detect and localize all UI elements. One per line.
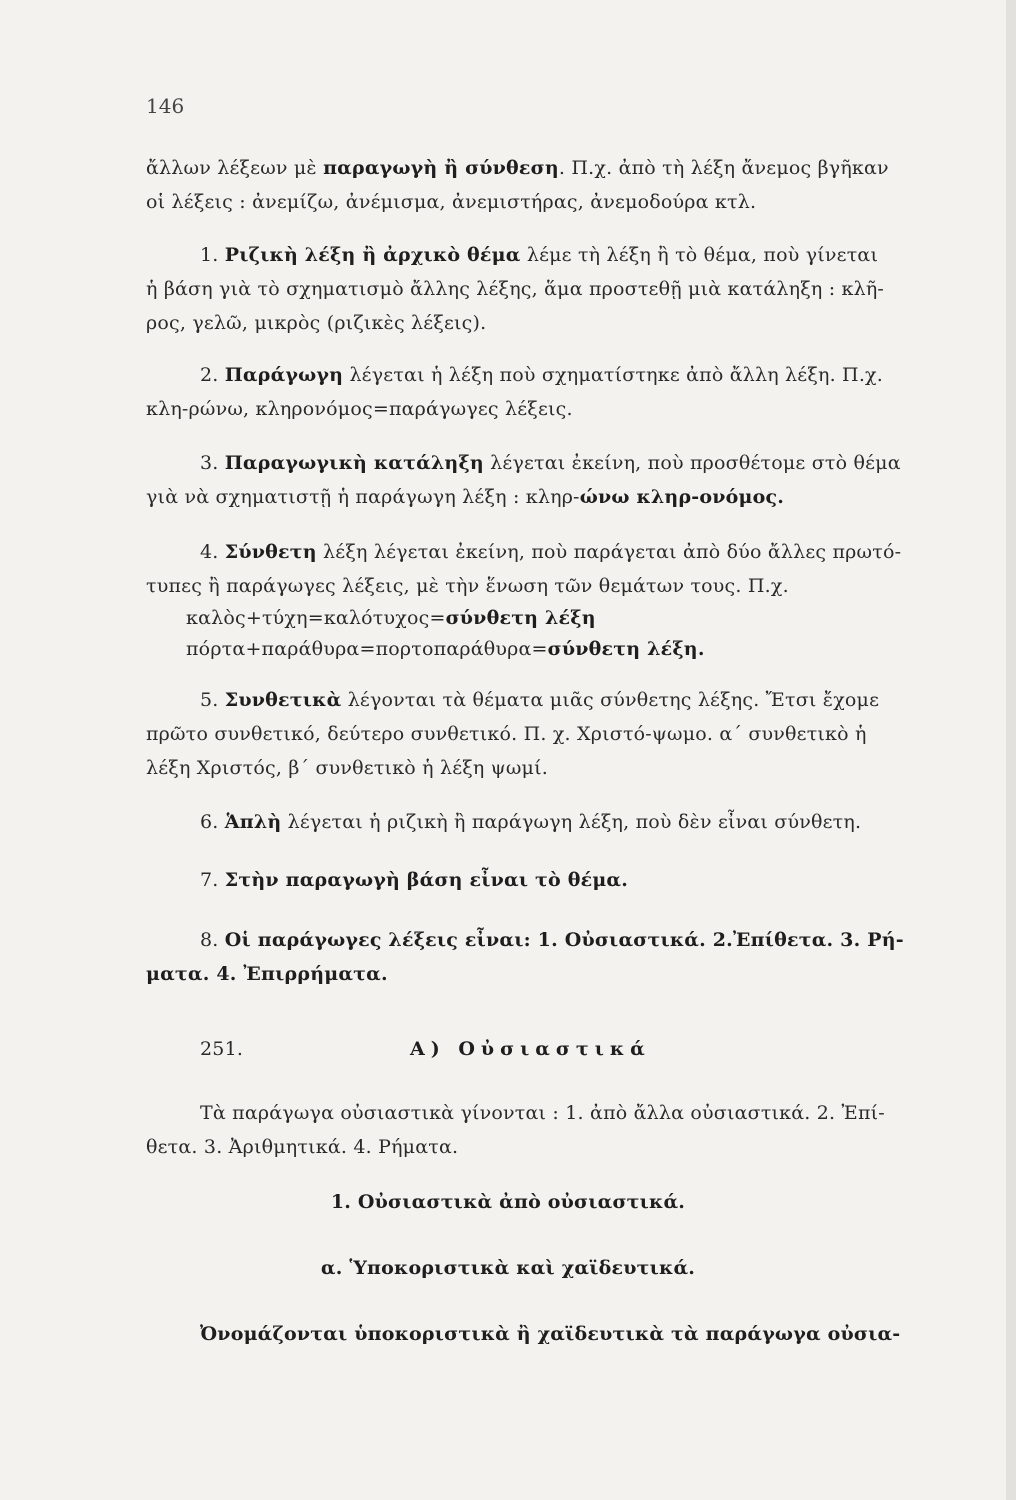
section-heading: Α) Οὐσιαστικά xyxy=(410,1038,651,1060)
text-line: Τὰ παράγωγα οὐσιαστικὰ γίνονται : 1. ἀπὸ ἄλλα οὐσιαστικά. 2. Ἐπί- xyxy=(200,1102,885,1124)
subheading-1: 1. Οὐσιαστικὰ ἀπὸ οὐσιαστικά. xyxy=(330,1191,686,1213)
text-line: οἱ λέξεις : ἀνεμίζω, ἀνέμισμα, ἀνεμιστήρας, ἀνεμοδούρα κτλ. xyxy=(146,191,757,213)
text-line: πρῶτο συνθετικό, δεύτερο συνθετικό. Π. χ. Χριστό-ψωμο. α΄ συνθετικὸ ἡ xyxy=(146,723,867,745)
text-line: ἡ βάση γιὰ τὸ σχηματισμὸ ἄλλης λέξης, ἅμα προστεθῇ μιὰ κατάληξη : κλῆ- xyxy=(146,278,885,300)
section-number: 251. xyxy=(200,1038,244,1060)
text-line: θετα. 3. Ἀριθμητικά. 4. Ρήματα. xyxy=(146,1136,459,1158)
text-line: τυπες ἢ παράγωγες λέξεις, μὲ τὴν ἕνωση τῶν θεμάτων τους. Π.χ. xyxy=(146,575,789,597)
text-line: Ὀνομάζονται ὑποκοριστικὰ ἢ χαϊδευτικὰ τὰ παράγωγα οὐσια- xyxy=(200,1323,901,1345)
definition-5: 5. Συνθετικὰ λέγονται τὰ θέματα μιᾶς σύνθετης λέξης. Ἔτσι ἔχομε xyxy=(200,689,880,711)
definition-3: 3. Παραγωγικὴ κατάληξη λέγεται ἐκείνη, ποὺ προσθέτομε στὸ θέμα xyxy=(200,452,901,474)
definition-4: 4. Σύνθετη λέξη λέγεται ἐκείνη, ποὺ παράγεται ἀπὸ δύο ἄλλες πρωτό- xyxy=(200,541,902,563)
definition-1: 1. Ριζικὴ λέξη ἢ ἀρχικὸ θέμα λέμε τὴ λέξη ἢ τὸ θέμα, ποὺ γίνεται xyxy=(200,244,879,266)
example-line: πόρτα+παράθυρα=πορτοπαράθυρα=σύνθετη λέξη. xyxy=(186,638,705,660)
page-number: 146 xyxy=(146,94,185,118)
definition-7: 7. Στὴν παραγωγὴ βάση εἶναι τὸ θέμα. xyxy=(200,869,629,891)
text-line: γιὰ νὰ σχηματιστῇ ἡ παράγωγη λέξη : κληρ-ώνω κληρ-ονόμος. xyxy=(146,486,785,508)
text-line: ρος, γελῶ, μικρὸς (ριζικὲς λέξεις). xyxy=(146,312,487,334)
text-line: ἄλλων λέξεων μὲ παραγωγὴ ἢ σύνθεση. Π.χ. ἀπὸ τὴ λέξη ἄνεμος βγῆκαν xyxy=(146,157,889,179)
example-line: καλὸς+τύχη=καλότυχος=σύνθετη λέξη xyxy=(186,607,596,629)
text-line: λέξη Χριστός, β΄ συνθετικὸ ἡ λέξη ψωμί. xyxy=(146,757,548,779)
definition-6: 6. Ἁπλὴ λέγεται ἡ ριζικὴ ἢ παράγωγη λέξη, ποὺ δὲν εἶναι σύνθετη. xyxy=(200,811,862,833)
definition-8: 8. Οἱ παράγωγες λέξεις εἶναι: 1. Οὐσιαστικά. 2.Ἐπίθετα. 3. Ρή- xyxy=(200,929,904,951)
definition-2: 2. Παράγωγη λέγεται ἡ λέξη ποὺ σχηματίστηκε ἀπὸ ἄλλη λέξη. Π.χ. xyxy=(200,364,884,386)
text-line: κλη-ρώνω, κληρονόμος=παράγωγες λέξεις. xyxy=(146,398,573,420)
subheading-2: α. Ὑποκοριστικὰ καὶ χαϊδευτικά. xyxy=(320,1257,696,1279)
text-line: ματα. 4. Ἐπιρρήματα. xyxy=(146,963,388,985)
